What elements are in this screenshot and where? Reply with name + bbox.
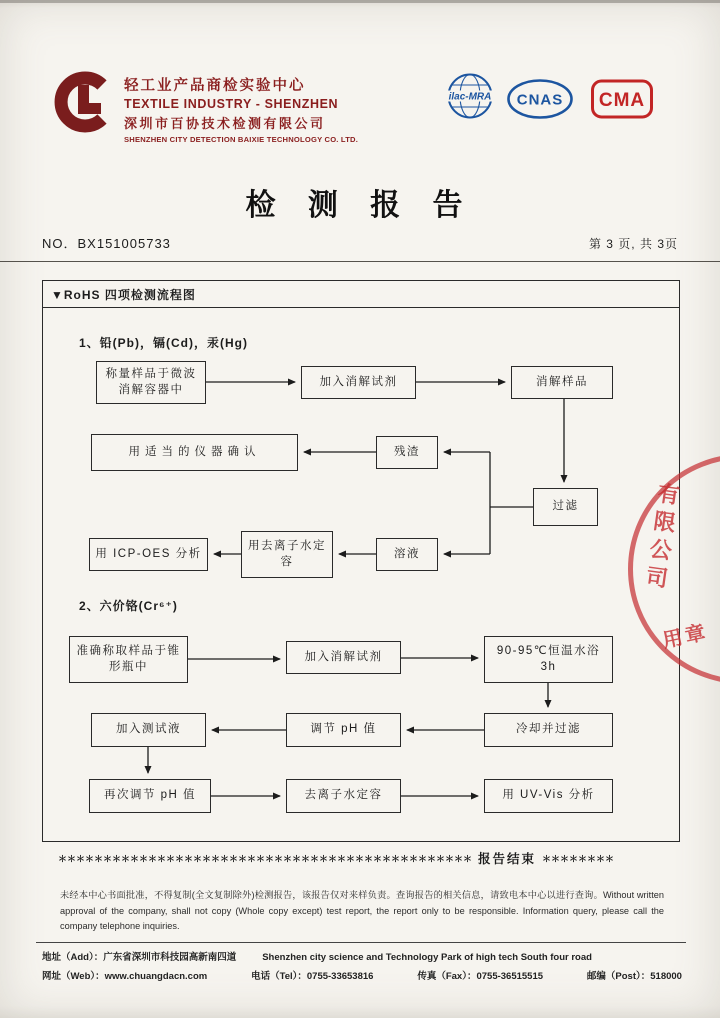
header-divider [0, 261, 720, 262]
footer-address-en: Shenzhen city science and Technology Park of high tech South four road [262, 952, 592, 963]
footer-disclaimer: 未经本中心书面批准，不得复制(全文复制除外)检测报告，该报告仅对来样负责。查询报告的相关信息，请致电本中心以进行查询。Without written approval of the company, shall not copy (Whole copy except) test report, the report only to be responsible. Information query, please call the company telephone inquiries. [60, 890, 664, 932]
footer-contact-row [42, 967, 682, 986]
footer-telephone: 电话（Tel）：0755-33653816 [251, 971, 374, 982]
org-name-cn: 轻工业产品商检实验中心 [124, 78, 306, 94]
flow-box-adjust-ph: 调节 pH 值 [286, 713, 401, 747]
flow-box-water-bath: 90-95℃恒温水浴 3h [484, 636, 613, 683]
report-end-label: 报告结束 [478, 852, 537, 866]
footer-address-row [42, 948, 682, 967]
flow-box-readjust-ph: 再次调节 pH 值 [89, 779, 211, 813]
footer-postcode: 邮编（Post）：518000 [586, 971, 682, 982]
report-end-line [58, 849, 662, 867]
company-name-cn: 深圳市百协技术检测有限公司 [124, 116, 326, 131]
end-line-stars-right: ＊＊＊＊＊＊＊＊ [542, 853, 615, 864]
flow-box-di-volume: 去离子水定容 [286, 779, 401, 813]
flowchart-section-title: ▼RoHS 四项检测流程图 [43, 281, 679, 308]
red-seal-inner-text: 用章 [660, 621, 711, 653]
flow-box-add-test-liquid: 加入测试液 [91, 713, 206, 747]
cma-logo-icon [590, 78, 654, 125]
page-indicator: 第 3 页, 共 3页 [588, 237, 678, 251]
org-name-en: TEXTILE INDUSTRY - SHENZHEN [124, 97, 339, 111]
end-line-stars-left: ＊＊＊＊＊＊＊＊＊＊＊＊＊＊＊＊＊＊＊＊＊＊＊＊＊＊＊＊＊＊＊＊＊＊＊＊＊＊＊＊＊＊＊＊＊＊ [58, 853, 473, 864]
header-org-block [124, 74, 358, 144]
footer-divider [36, 942, 686, 943]
footer-address-cn: 地址（Add）：广东省深圳市科技园高新南四道 [42, 952, 237, 963]
company-logo-icon [50, 70, 116, 139]
ilac-mra-logo-icon [446, 72, 494, 125]
flow-box-residue: 残渣 [376, 436, 438, 469]
red-seal-arc-text: 有限公司 [641, 480, 682, 596]
flowchart-container [42, 280, 680, 842]
cnas-label: CNAS [516, 91, 564, 109]
flow-box-solution: 溶液 [376, 538, 438, 571]
flow-box-filter: 过滤 [533, 488, 598, 526]
scan-edge [0, 0, 720, 3]
flow-box-digest-sample: 消解样品 [511, 366, 613, 399]
flow-box-uv-vis: 用 UV-Vis 分析 [484, 779, 613, 813]
flow-box-add-digest-reagent-2: 加入消解试剂 [286, 641, 401, 674]
flow-box-weigh-sample: 称量样品于微波消解容器中 [96, 361, 206, 404]
company-name-en: SHENZHEN CITY DETECTION BAIXIE TECHNOLOGY CO. LTD. [124, 135, 359, 144]
flow-part2-label: 2、六价铬(Cr⁶⁺) [79, 599, 178, 613]
flow-box-di-water-volume: 用去离子水定容 [241, 531, 333, 578]
report-number: NO．BX151005733 [42, 236, 171, 251]
flow-part1-label: 1、铅(Pb)，镉(Cd)，汞(Hg) [79, 336, 248, 350]
flow-box-cool-filter: 冷却并过滤 [484, 713, 613, 747]
flow-box-confirm-instrument: 用适当的仪器确认 [91, 434, 298, 471]
footer-website: 网址（Web）：www.chuangdacn.com [42, 971, 208, 982]
footer-fax: 传真（Fax）：0755-36515515 [417, 971, 544, 982]
flow-box-weigh-flask: 准确称取样品于锥形瓶中 [69, 636, 188, 683]
flow-box-add-digest-reagent: 加入消解试剂 [301, 366, 416, 399]
report-number-row [42, 233, 678, 252]
ilac-mra-label: ilac-MRA [448, 91, 492, 103]
footer-contact [42, 948, 682, 986]
document-title: 检 测 报 告 [245, 189, 475, 222]
cma-label: CMA [598, 90, 646, 111]
flow-box-icp-analysis: 用 ICP-OES 分析 [89, 538, 208, 571]
cnas-logo-icon [506, 78, 574, 125]
